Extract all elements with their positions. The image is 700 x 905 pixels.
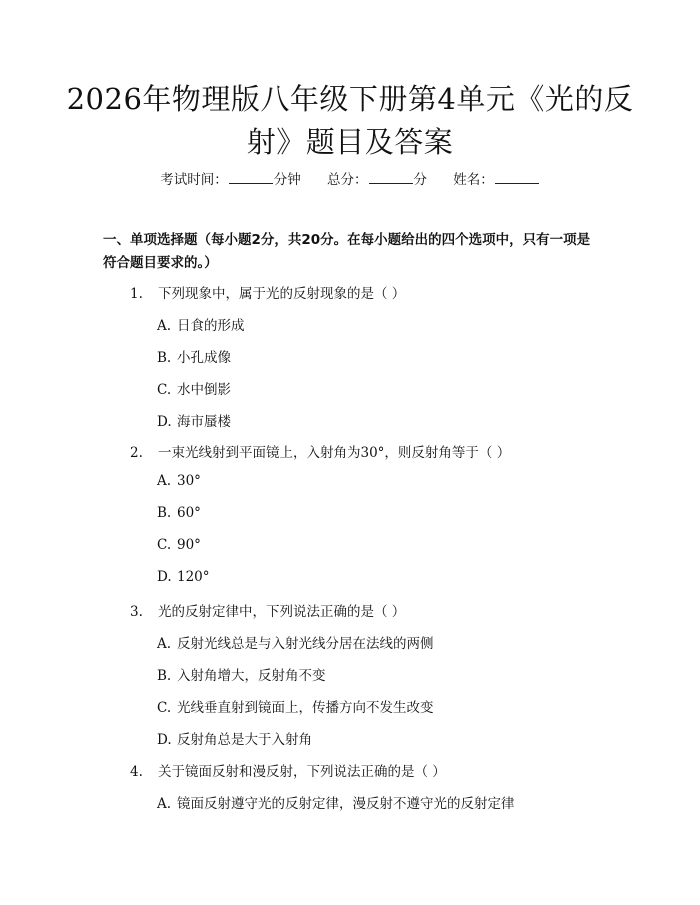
question-3 xyxy=(130,600,405,620)
question-3-option-c xyxy=(157,696,434,716)
option-text: 海市蜃楼 xyxy=(177,414,231,430)
option-letter: A. xyxy=(157,318,172,334)
question-2-option-b xyxy=(157,505,201,521)
question-text: 一束光线射到平面镜上，入射角为30°，则反射角等于（ ） xyxy=(158,445,511,461)
question-number: 3. xyxy=(130,604,143,620)
question-text: 下列现象中，属于光的反射现象的是（ ） xyxy=(158,286,406,302)
total-score-field xyxy=(327,168,427,188)
option-text: 90° xyxy=(177,537,201,553)
question-2 xyxy=(130,441,510,461)
option-text: 入射角增大，反射角不变 xyxy=(177,668,326,684)
option-letter: A. xyxy=(157,636,172,652)
option-letter: A. xyxy=(157,796,172,812)
option-text: 镜面反射遵守光的反射定律，漫反射不遵守光的反射定律 xyxy=(177,796,515,812)
question-1-option-d xyxy=(157,410,231,430)
exam-info-line xyxy=(0,168,700,188)
total-score-label: 总分： xyxy=(327,172,368,188)
question-number: 1. xyxy=(130,286,143,302)
option-letter: D. xyxy=(157,569,172,585)
question-number: 4. xyxy=(130,764,143,780)
question-1-option-a xyxy=(157,314,245,334)
question-1 xyxy=(130,282,405,302)
option-text: 反射角总是大于入射角 xyxy=(177,732,312,748)
question-3-option-d xyxy=(157,728,312,748)
option-text: 光线垂直射到镜面上，传播方向不发生改变 xyxy=(177,700,434,716)
question-3-option-a xyxy=(157,632,434,652)
exam-time-blank xyxy=(229,173,273,184)
option-text: 水中倒影 xyxy=(177,382,231,398)
question-1-option-c xyxy=(157,378,231,398)
page-title: 2026年物理版八年级下册第4单元《光的反射》题目及答案 xyxy=(66,82,634,159)
option-letter: B. xyxy=(157,350,172,366)
question-3-option-b xyxy=(157,664,326,684)
option-letter: D. xyxy=(157,414,172,430)
option-letter: C. xyxy=(157,700,172,716)
question-2-option-d xyxy=(157,569,210,585)
option-text: 反射光线总是与入射光线分居在法线的两侧 xyxy=(177,636,434,652)
question-4 xyxy=(130,760,446,780)
option-letter: C. xyxy=(157,537,172,553)
total-score-unit: 分 xyxy=(413,172,427,188)
option-text: 日食的形成 xyxy=(177,318,245,334)
question-2-option-c xyxy=(157,537,201,553)
exam-time-label: 考试时间： xyxy=(160,172,228,188)
student-name-label: 姓名： xyxy=(453,172,494,188)
student-name-field xyxy=(453,168,540,188)
student-name-blank xyxy=(495,173,539,184)
question-4-option-a xyxy=(157,792,515,812)
question-number: 2. xyxy=(130,445,143,461)
question-text: 光的反射定律中，下列说法正确的是（ ） xyxy=(158,604,406,620)
option-text: 30° xyxy=(177,473,201,489)
option-letter: A. xyxy=(157,473,172,489)
section-heading: 一、单项选择题（每小题2分，共20分。在每小题给出的四个选项中，只有一项是符合题目要求的。） xyxy=(103,232,591,271)
question-2-option-a xyxy=(157,473,201,489)
option-text: 60° xyxy=(177,505,201,521)
option-letter: B. xyxy=(157,668,172,684)
exam-time-field xyxy=(160,168,301,188)
option-text: 小孔成像 xyxy=(177,350,231,366)
option-text: 120° xyxy=(177,569,210,585)
total-score-blank xyxy=(369,173,413,184)
option-letter: B. xyxy=(157,505,172,521)
option-letter: D. xyxy=(157,732,172,748)
exam-time-unit: 分钟 xyxy=(273,172,301,188)
question-text: 关于镜面反射和漫反射，下列说法正确的是（ ） xyxy=(158,764,446,780)
question-1-option-b xyxy=(157,346,231,366)
option-letter: C. xyxy=(157,382,172,398)
